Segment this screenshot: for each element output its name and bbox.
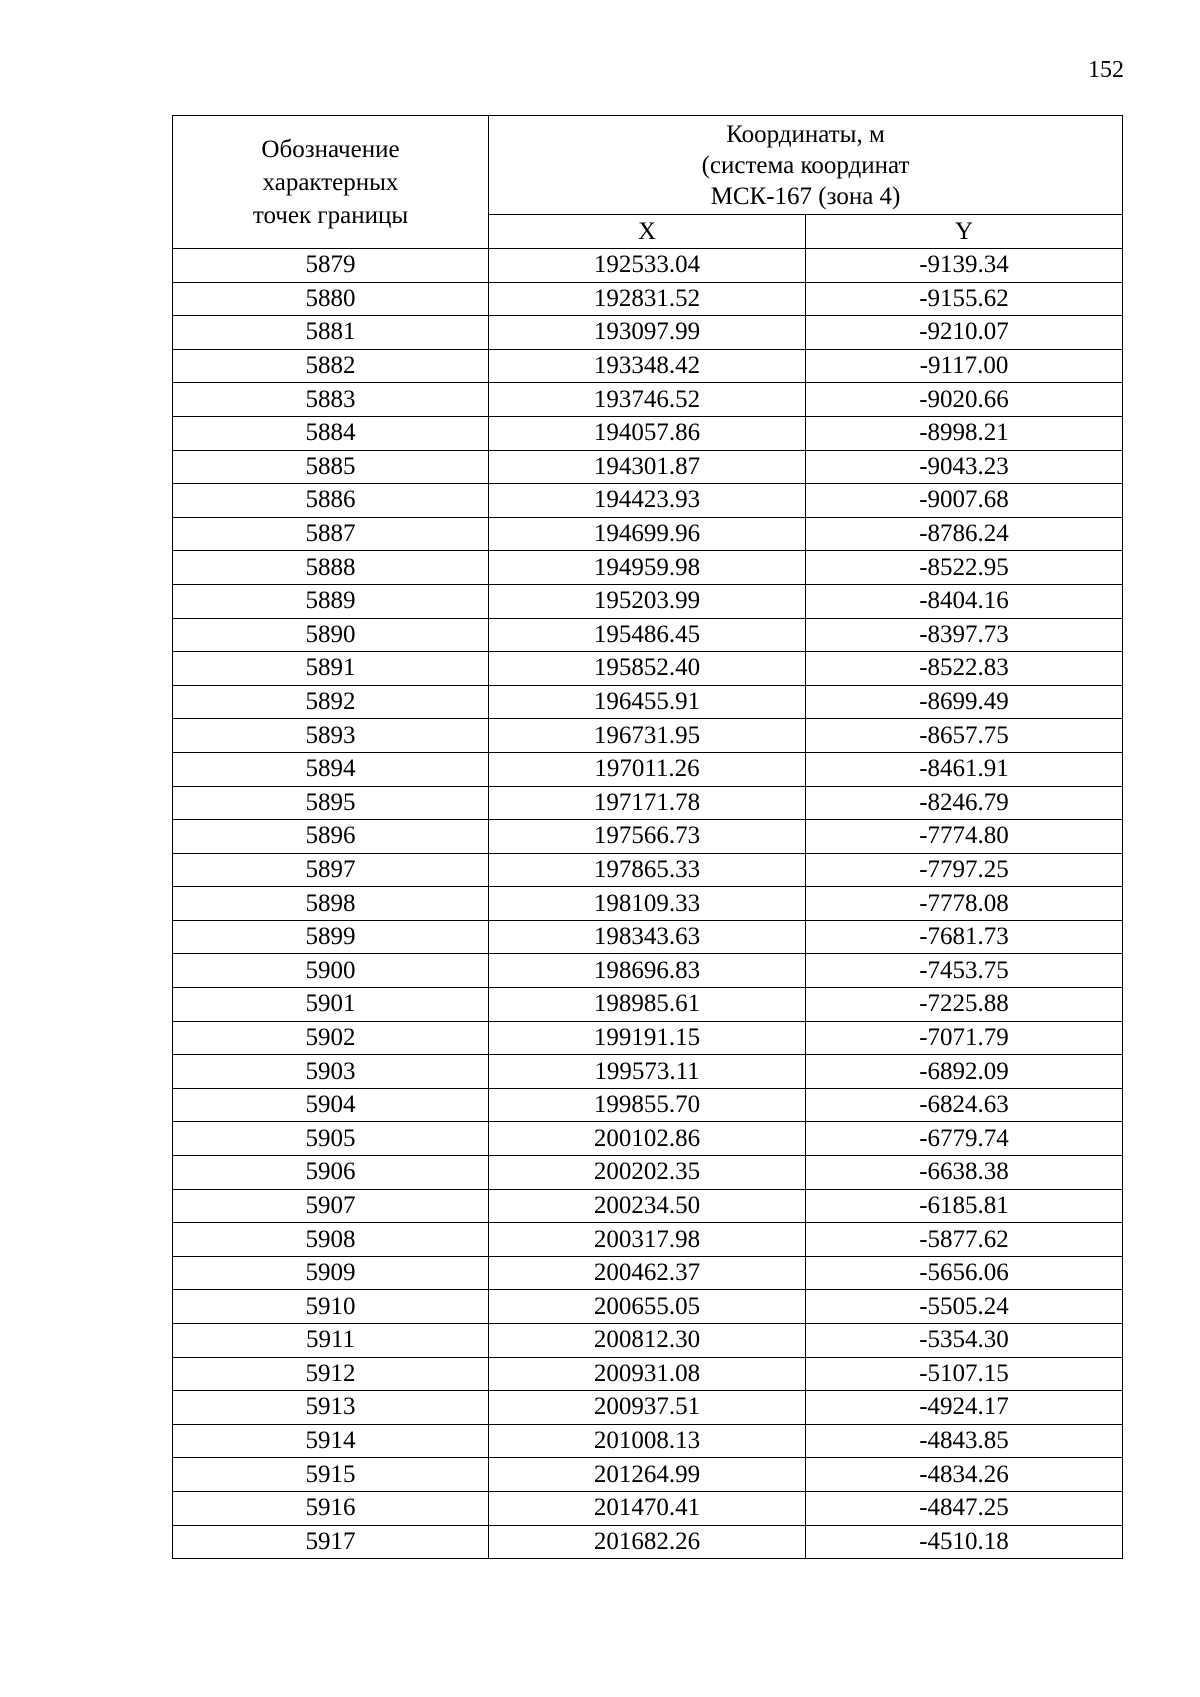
y-coordinate-cell: -9210.07 xyxy=(806,316,1123,350)
x-coordinate-cell: 201264.99 xyxy=(489,1458,806,1492)
y-coordinate-cell: -5354.30 xyxy=(806,1324,1123,1358)
x-coordinate-cell: 197011.26 xyxy=(489,752,806,786)
x-column-header: X xyxy=(489,215,806,249)
x-coordinate-cell: 199855.70 xyxy=(489,1088,806,1122)
y-coordinate-cell: -7453.75 xyxy=(806,954,1123,988)
point-id-cell: 5902 xyxy=(173,1021,489,1055)
x-coordinate-cell: 192533.04 xyxy=(489,249,806,283)
point-id-cell: 5886 xyxy=(173,484,489,518)
x-coordinate-cell: 194057.86 xyxy=(489,416,806,450)
table-row xyxy=(173,1324,1123,1358)
point-id-cell: 5898 xyxy=(173,887,489,921)
x-coordinate-cell: 200234.50 xyxy=(489,1189,806,1223)
table-row xyxy=(173,853,1123,887)
y-coordinate-cell: -7681.73 xyxy=(806,920,1123,954)
coordinates-header-line-3: МСК-167 (зона 4) xyxy=(710,182,901,210)
point-id-cell: 5881 xyxy=(173,316,489,350)
y-coordinate-cell: -8657.75 xyxy=(806,719,1123,753)
x-coordinate-cell: 194423.93 xyxy=(489,484,806,518)
x-coordinate-cell: 193348.42 xyxy=(489,349,806,383)
point-id-cell: 5915 xyxy=(173,1458,489,1492)
table-row xyxy=(173,249,1123,283)
page-number: 152 xyxy=(1088,57,1124,83)
y-coordinate-cell: -7774.80 xyxy=(806,820,1123,854)
x-coordinate-cell: 198985.61 xyxy=(489,988,806,1022)
table-row xyxy=(173,551,1123,585)
table-row xyxy=(173,316,1123,350)
y-coordinate-cell: -8397.73 xyxy=(806,618,1123,652)
point-id-cell: 5916 xyxy=(173,1491,489,1525)
table-row xyxy=(173,954,1123,988)
y-coordinate-cell: -7797.25 xyxy=(806,853,1123,887)
point-id-cell: 5913 xyxy=(173,1391,489,1425)
point-id-cell: 5884 xyxy=(173,416,489,450)
point-id-cell: 5892 xyxy=(173,685,489,719)
y-coordinate-cell: -8522.95 xyxy=(806,551,1123,585)
x-coordinate-cell: 200931.08 xyxy=(489,1357,806,1391)
y-coordinate-cell: -8522.83 xyxy=(806,652,1123,686)
point-id-cell: 5888 xyxy=(173,551,489,585)
x-coordinate-cell: 196455.91 xyxy=(489,685,806,719)
x-coordinate-cell: 201008.13 xyxy=(489,1424,806,1458)
point-id-cell: 5896 xyxy=(173,820,489,854)
table-row xyxy=(173,1290,1123,1324)
x-coordinate-cell: 196731.95 xyxy=(489,719,806,753)
y-coordinate-cell: -8461.91 xyxy=(806,752,1123,786)
table-row xyxy=(173,1088,1123,1122)
table-row xyxy=(173,820,1123,854)
x-coordinate-cell: 198343.63 xyxy=(489,920,806,954)
coordinates-table xyxy=(172,115,1123,1559)
y-coordinate-cell: -4847.25 xyxy=(806,1491,1123,1525)
point-id-cell: 5882 xyxy=(173,349,489,383)
point-id-cell: 5894 xyxy=(173,752,489,786)
table-row xyxy=(173,383,1123,417)
table-row xyxy=(173,450,1123,484)
x-coordinate-cell: 193097.99 xyxy=(489,316,806,350)
y-coordinate-cell: -6824.63 xyxy=(806,1088,1123,1122)
table-row xyxy=(173,1357,1123,1391)
point-id-cell: 5889 xyxy=(173,584,489,618)
y-coordinate-cell: -9043.23 xyxy=(806,450,1123,484)
y-coordinate-cell: -6779.74 xyxy=(806,1122,1123,1156)
x-coordinate-cell: 201682.26 xyxy=(489,1525,806,1559)
y-coordinate-cell: -4843.85 xyxy=(806,1424,1123,1458)
table-row xyxy=(173,988,1123,1022)
table-row xyxy=(173,1156,1123,1190)
table-row xyxy=(173,652,1123,686)
y-coordinate-cell: -8404.16 xyxy=(806,584,1123,618)
point-id-cell: 5890 xyxy=(173,618,489,652)
x-coordinate-cell: 200202.35 xyxy=(489,1156,806,1190)
table-row xyxy=(173,584,1123,618)
table-row xyxy=(173,1525,1123,1559)
y-coordinate-cell: -5107.15 xyxy=(806,1357,1123,1391)
designation-header-line-1: Обозначение xyxy=(261,135,400,163)
x-coordinate-cell: 200937.51 xyxy=(489,1391,806,1425)
x-coordinate-cell: 200102.86 xyxy=(489,1122,806,1156)
y-coordinate-cell: -7071.79 xyxy=(806,1021,1123,1055)
y-coordinate-cell: -6638.38 xyxy=(806,1156,1123,1190)
y-coordinate-cell: -4510.18 xyxy=(806,1525,1123,1559)
point-id-cell: 5899 xyxy=(173,920,489,954)
table-row xyxy=(173,719,1123,753)
point-id-cell: 5897 xyxy=(173,853,489,887)
x-coordinate-cell: 197566.73 xyxy=(489,820,806,854)
table-row xyxy=(173,1256,1123,1290)
table-row xyxy=(173,786,1123,820)
y-coordinate-cell: -8699.49 xyxy=(806,685,1123,719)
table-row xyxy=(173,1122,1123,1156)
x-coordinate-cell: 200462.37 xyxy=(489,1256,806,1290)
x-coordinate-cell: 194699.96 xyxy=(489,517,806,551)
point-id-cell: 5907 xyxy=(173,1189,489,1223)
y-coordinate-cell: -7225.88 xyxy=(806,988,1123,1022)
y-coordinate-cell: -8998.21 xyxy=(806,416,1123,450)
y-coordinate-cell: -4834.26 xyxy=(806,1458,1123,1492)
x-coordinate-cell: 200655.05 xyxy=(489,1290,806,1324)
point-id-cell: 5908 xyxy=(173,1223,489,1257)
table-row xyxy=(173,1189,1123,1223)
table-row xyxy=(173,1491,1123,1525)
y-coordinate-cell: -6185.81 xyxy=(806,1189,1123,1223)
point-id-cell: 5906 xyxy=(173,1156,489,1190)
x-coordinate-cell: 198109.33 xyxy=(489,887,806,921)
y-coordinate-cell: -9007.68 xyxy=(806,484,1123,518)
x-coordinate-cell: 192831.52 xyxy=(489,282,806,316)
point-id-cell: 5901 xyxy=(173,988,489,1022)
x-coordinate-cell: 198696.83 xyxy=(489,954,806,988)
x-coordinate-cell: 197865.33 xyxy=(489,853,806,887)
point-id-cell: 5904 xyxy=(173,1088,489,1122)
point-id-cell: 5912 xyxy=(173,1357,489,1391)
point-id-cell: 5900 xyxy=(173,954,489,988)
y-coordinate-cell: -9155.62 xyxy=(806,282,1123,316)
y-coordinate-cell: -8246.79 xyxy=(806,786,1123,820)
y-coordinate-cell: -5656.06 xyxy=(806,1256,1123,1290)
table-row xyxy=(173,618,1123,652)
x-coordinate-cell: 200812.30 xyxy=(489,1324,806,1358)
x-coordinate-cell: 195486.45 xyxy=(489,618,806,652)
table-row xyxy=(173,282,1123,316)
table-row xyxy=(173,1021,1123,1055)
point-id-cell: 5885 xyxy=(173,450,489,484)
point-id-cell: 5887 xyxy=(173,517,489,551)
table-row xyxy=(173,1391,1123,1425)
table-row xyxy=(173,1424,1123,1458)
x-coordinate-cell: 199573.11 xyxy=(489,1055,806,1089)
point-id-cell: 5914 xyxy=(173,1424,489,1458)
y-coordinate-cell: -8786.24 xyxy=(806,517,1123,551)
x-coordinate-cell: 194959.98 xyxy=(489,551,806,585)
table-row xyxy=(173,484,1123,518)
y-coordinate-cell: -9117.00 xyxy=(806,349,1123,383)
y-column-header: Y xyxy=(806,215,1123,249)
x-coordinate-cell: 200317.98 xyxy=(489,1223,806,1257)
y-coordinate-cell: -5505.24 xyxy=(806,1290,1123,1324)
table-row xyxy=(173,887,1123,921)
y-coordinate-cell: -4924.17 xyxy=(806,1391,1123,1425)
table-row xyxy=(173,517,1123,551)
table-row xyxy=(173,1055,1123,1089)
point-id-cell: 5909 xyxy=(173,1256,489,1290)
coordinates-column-header xyxy=(489,116,1123,215)
table-row xyxy=(173,1223,1123,1257)
x-coordinate-cell: 195203.99 xyxy=(489,584,806,618)
table-row xyxy=(173,349,1123,383)
x-coordinate-cell: 193746.52 xyxy=(489,383,806,417)
table-row xyxy=(173,1458,1123,1492)
x-coordinate-cell: 197171.78 xyxy=(489,786,806,820)
table-row xyxy=(173,752,1123,786)
point-id-cell: 5883 xyxy=(173,383,489,417)
x-coordinate-cell: 194301.87 xyxy=(489,450,806,484)
point-id-cell: 5893 xyxy=(173,719,489,753)
coordinates-header-line-1: Координаты, м xyxy=(726,120,885,148)
designation-header-line-2: характерных xyxy=(262,168,399,196)
point-id-cell: 5891 xyxy=(173,652,489,686)
table-row xyxy=(173,416,1123,450)
x-coordinate-cell: 195852.40 xyxy=(489,652,806,686)
y-coordinate-cell: -5877.62 xyxy=(806,1223,1123,1257)
x-coordinate-cell: 201470.41 xyxy=(489,1491,806,1525)
y-coordinate-cell: -9020.66 xyxy=(806,383,1123,417)
point-id-cell: 5880 xyxy=(173,282,489,316)
table-body xyxy=(173,249,1123,1559)
designation-header-line-3: точек границы xyxy=(252,201,409,229)
table-row xyxy=(173,685,1123,719)
point-id-cell: 5917 xyxy=(173,1525,489,1559)
point-id-cell: 5903 xyxy=(173,1055,489,1089)
coordinates-header-line-2: (система координат xyxy=(701,151,910,179)
point-id-cell: 5895 xyxy=(173,786,489,820)
point-id-cell: 5879 xyxy=(173,249,489,283)
table-header xyxy=(173,116,1123,249)
y-coordinate-cell: -9139.34 xyxy=(806,249,1123,283)
y-coordinate-cell: -6892.09 xyxy=(806,1055,1123,1089)
point-id-cell: 5910 xyxy=(173,1290,489,1324)
point-id-cell: 5911 xyxy=(173,1324,489,1358)
designation-column-header xyxy=(173,116,489,249)
x-coordinate-cell: 199191.15 xyxy=(489,1021,806,1055)
y-coordinate-cell: -7778.08 xyxy=(806,887,1123,921)
point-id-cell: 5905 xyxy=(173,1122,489,1156)
table-row xyxy=(173,920,1123,954)
